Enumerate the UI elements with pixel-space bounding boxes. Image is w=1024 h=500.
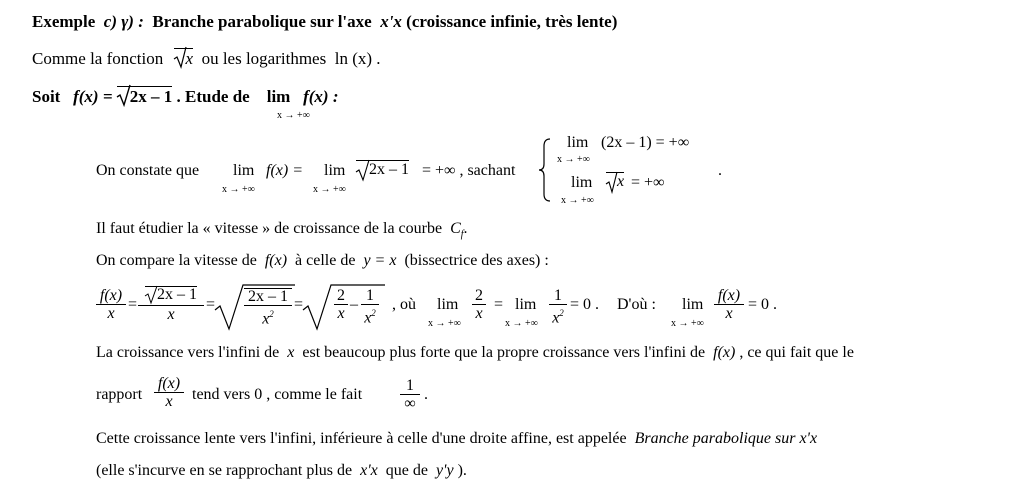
incurve-line: (elle s'incurve en se rapprochant plus de x'x que de y'y ). [96, 462, 467, 479]
constate-text: On constate que [96, 162, 200, 179]
brace-sqrt-x: x [606, 172, 624, 191]
frac-sqrt-over-x: 2x – 1 x [138, 286, 204, 322]
frac-fx-over-x-b: f(x) x [714, 288, 744, 321]
eq-sign-1: = [128, 296, 138, 313]
etude-text: . Etude de [176, 87, 250, 106]
lim-word: lim [266, 87, 291, 106]
brace-expr-1: (2x – 1) = +∞ [601, 134, 690, 151]
lim-7a-sub: x → +∞ [428, 318, 461, 329]
example-title [32, 12, 617, 32]
radical-sign-icon [117, 85, 130, 107]
frac-2-over-x-b: 2 x [472, 288, 486, 321]
intro-text-b: ou les logarithmes [201, 49, 327, 68]
tend-text: tend vers 0 , comme le fait [192, 386, 363, 403]
curve-cf: $C_f$ [450, 220, 464, 241]
example-label: Exemple [32, 12, 96, 31]
vitesse-line: Il faut étudier la « vitesse » de croissance de la courbe $C_f$. [96, 220, 468, 241]
lim-1: lim [233, 162, 255, 179]
soit-line [32, 86, 339, 107]
appelee-line: Cette croissance lente vers l'infini, inférieure à celle d'une droite affine, est appelée Branche parabolique sur x'x [96, 430, 818, 447]
sqrt-2x-1-b: 2x – 1 [356, 160, 409, 179]
dou-text: D'où : [617, 296, 656, 313]
frac-2-over-x: 2 x [334, 288, 348, 321]
frac-1-over-inf: 1 ∞ [400, 378, 420, 411]
lim-7b-sub: x → +∞ [505, 318, 538, 329]
intro-text-a: Comme la fonction [32, 49, 164, 68]
big-radical-icon [215, 284, 245, 330]
radical-sign-icon [174, 47, 186, 69]
minus-sign: – [350, 296, 358, 313]
branche-term: Branche parabolique sur x'x [634, 430, 818, 447]
title-text-b: (croissance infinie, très lente) [406, 12, 618, 31]
radical-sign-icon [606, 172, 617, 194]
zero-2: = 0 . [748, 296, 778, 313]
brace-lim-1: lim [567, 134, 589, 151]
f-lim: f(x) : [303, 87, 339, 106]
radical-sign-icon [145, 286, 157, 304]
brace-sub-1: x → +∞ [557, 154, 590, 165]
lim-1-sub: x → +∞ [222, 184, 255, 195]
lim-7c-sub: x → +∞ [671, 318, 704, 329]
frac-rapport: f(x) x [154, 376, 184, 409]
eq-sign-4: = [494, 296, 504, 313]
y-eq-x: y = x [363, 252, 397, 269]
eq-sign-3: = [294, 296, 304, 313]
frac-1-over-x2: 1 $x^2$ [361, 288, 379, 325]
title-axis: x'x [380, 12, 402, 31]
eq-sign-2: = [206, 296, 216, 313]
brace-eq-2: = +∞ [631, 174, 665, 191]
lim-subscript: x → +∞ [277, 110, 310, 121]
frac-fx-over-x: f(x) x [96, 288, 126, 321]
zero-1: = 0 . [570, 296, 600, 313]
croissance-line: La croissance vers l'infini de x est beaucoup plus forte que la propre croissance vers l'infini de f(x) , ce qui fait que le [96, 344, 854, 361]
f-def: f(x) = [73, 87, 113, 106]
lim-7b: lim [515, 296, 537, 313]
f-eq: f(x) = [266, 162, 303, 179]
lim-7a: lim [437, 296, 459, 313]
big-radical-icon [303, 284, 333, 330]
sachant-text: = +∞ , sachant [422, 162, 516, 179]
lim-7c: lim [682, 296, 704, 313]
rapport-text: rapport [96, 386, 143, 403]
example-item: c) γ) : [103, 12, 144, 31]
sqrt-2x-1: 2x – 1 [117, 86, 173, 107]
left-brace-icon [538, 138, 554, 202]
radical-sign-icon [356, 160, 369, 182]
title-text-a: Branche parabolique sur l'axe [152, 12, 372, 31]
brace-lim-2: lim [571, 174, 593, 191]
ln-expr: ln (x) . [334, 49, 381, 68]
brace-sub-2: x → +∞ [561, 195, 594, 206]
soit-text: Soit [32, 87, 61, 106]
rapport-dot: . [424, 386, 428, 403]
f-x: f(x) [264, 252, 288, 269]
frac-1-over-x2-b: 1 $x^2$ [549, 288, 567, 325]
lim-2-sub: x → +∞ [313, 184, 346, 195]
lim-2: lim [324, 162, 346, 179]
intro-line [32, 48, 381, 69]
brace-dot: . [718, 162, 722, 179]
ou-text: , où [392, 296, 416, 313]
compare-line: On compare la vitesse de f(x) à celle de y = x (bissectrice des axes) : [96, 252, 549, 269]
sqrt-x: x [174, 48, 194, 69]
frac-inside-sqrt: 2x – 1 $x^2$ [244, 288, 292, 326]
